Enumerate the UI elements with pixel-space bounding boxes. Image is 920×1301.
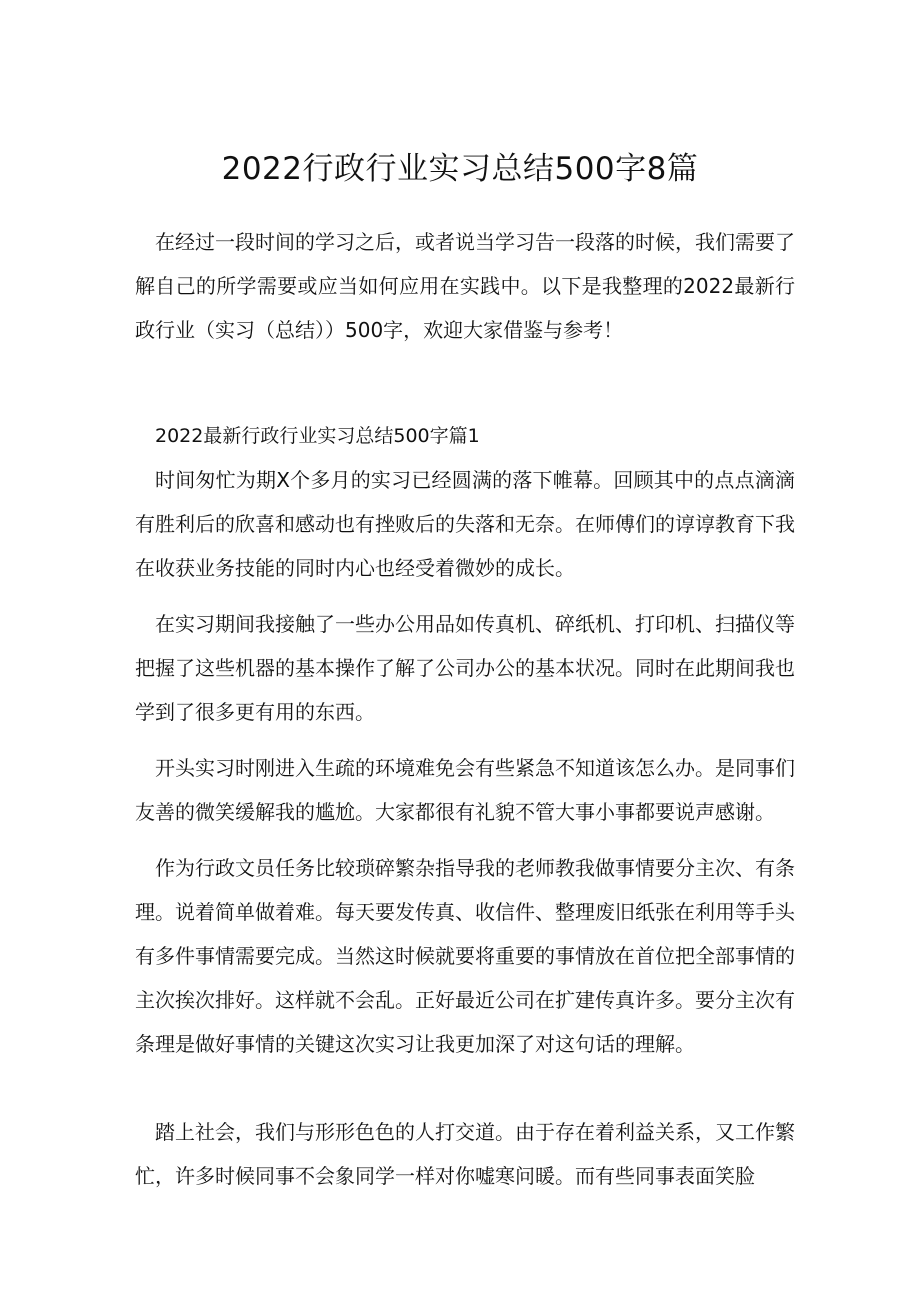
body-paragraph: 时间匆忙为期X个多月的实习已经圆满的落下帷幕。回顾其中的点点滴滴有胜利后的欣喜和感动也有挫败后的失落和无奈。在师傅们的谆谆教育下我在收获业务技能的同时内心也经受着微妙的成长。 (135, 468, 795, 580)
intro-paragraph: 在经过一段时间的学习之后，或者说当学习告一段落的时候，我们需要了解自己的所学需要或应当如何应用在实践中。以下是我整理的2022最新行政行业（实习（总结））500字，欢迎大家借鉴与参考！ (135, 230, 795, 342)
body-paragraph: 作为行政文员任务比较琐碎繁杂指导我的老师教我做事情要分主次、有条理。说着简单做着难。每天要发传真、收信件、整理废旧纸张在利用等手头有多件事情需要完成。当然这时候就要将重要的事情放在首位把全部事情的主次挨次排好。这样就不会乱。正好最近公司在扩建传真许多。要分主次有条理是做好事情的关键这次实习让我更加深了对这句话的理解。 (135, 856, 795, 1056)
document-title: 2022行政行业实习总结500字8篇 (221, 151, 699, 187)
body-paragraph: 开头实习时刚进入生疏的环境难免会有些紧急不知道该怎么办。是同事们友善的微笑缓解我的尴尬。大家都很有礼貌不管大事小事都要说声感谢。 (135, 756, 795, 824)
body-paragraph: 踏上社会，我们与形形色色的人打交道。由于存在着利益关系，又工作繁忙，许多时候同事不会象同学一样对你嘘寒问暖。而有些同事表面笑脸 (135, 1120, 795, 1188)
section-heading: 2022最新行政行业实习总结500字篇1 (155, 425, 480, 447)
body-paragraph: 在实习期间我接触了一些办公用品如传真机、碎纸机、打印机、扫描仪等把握了这些机器的基本操作了解了公司办公的基本状况。同时在此期间我也学到了很多更有用的东西。 (135, 612, 795, 724)
